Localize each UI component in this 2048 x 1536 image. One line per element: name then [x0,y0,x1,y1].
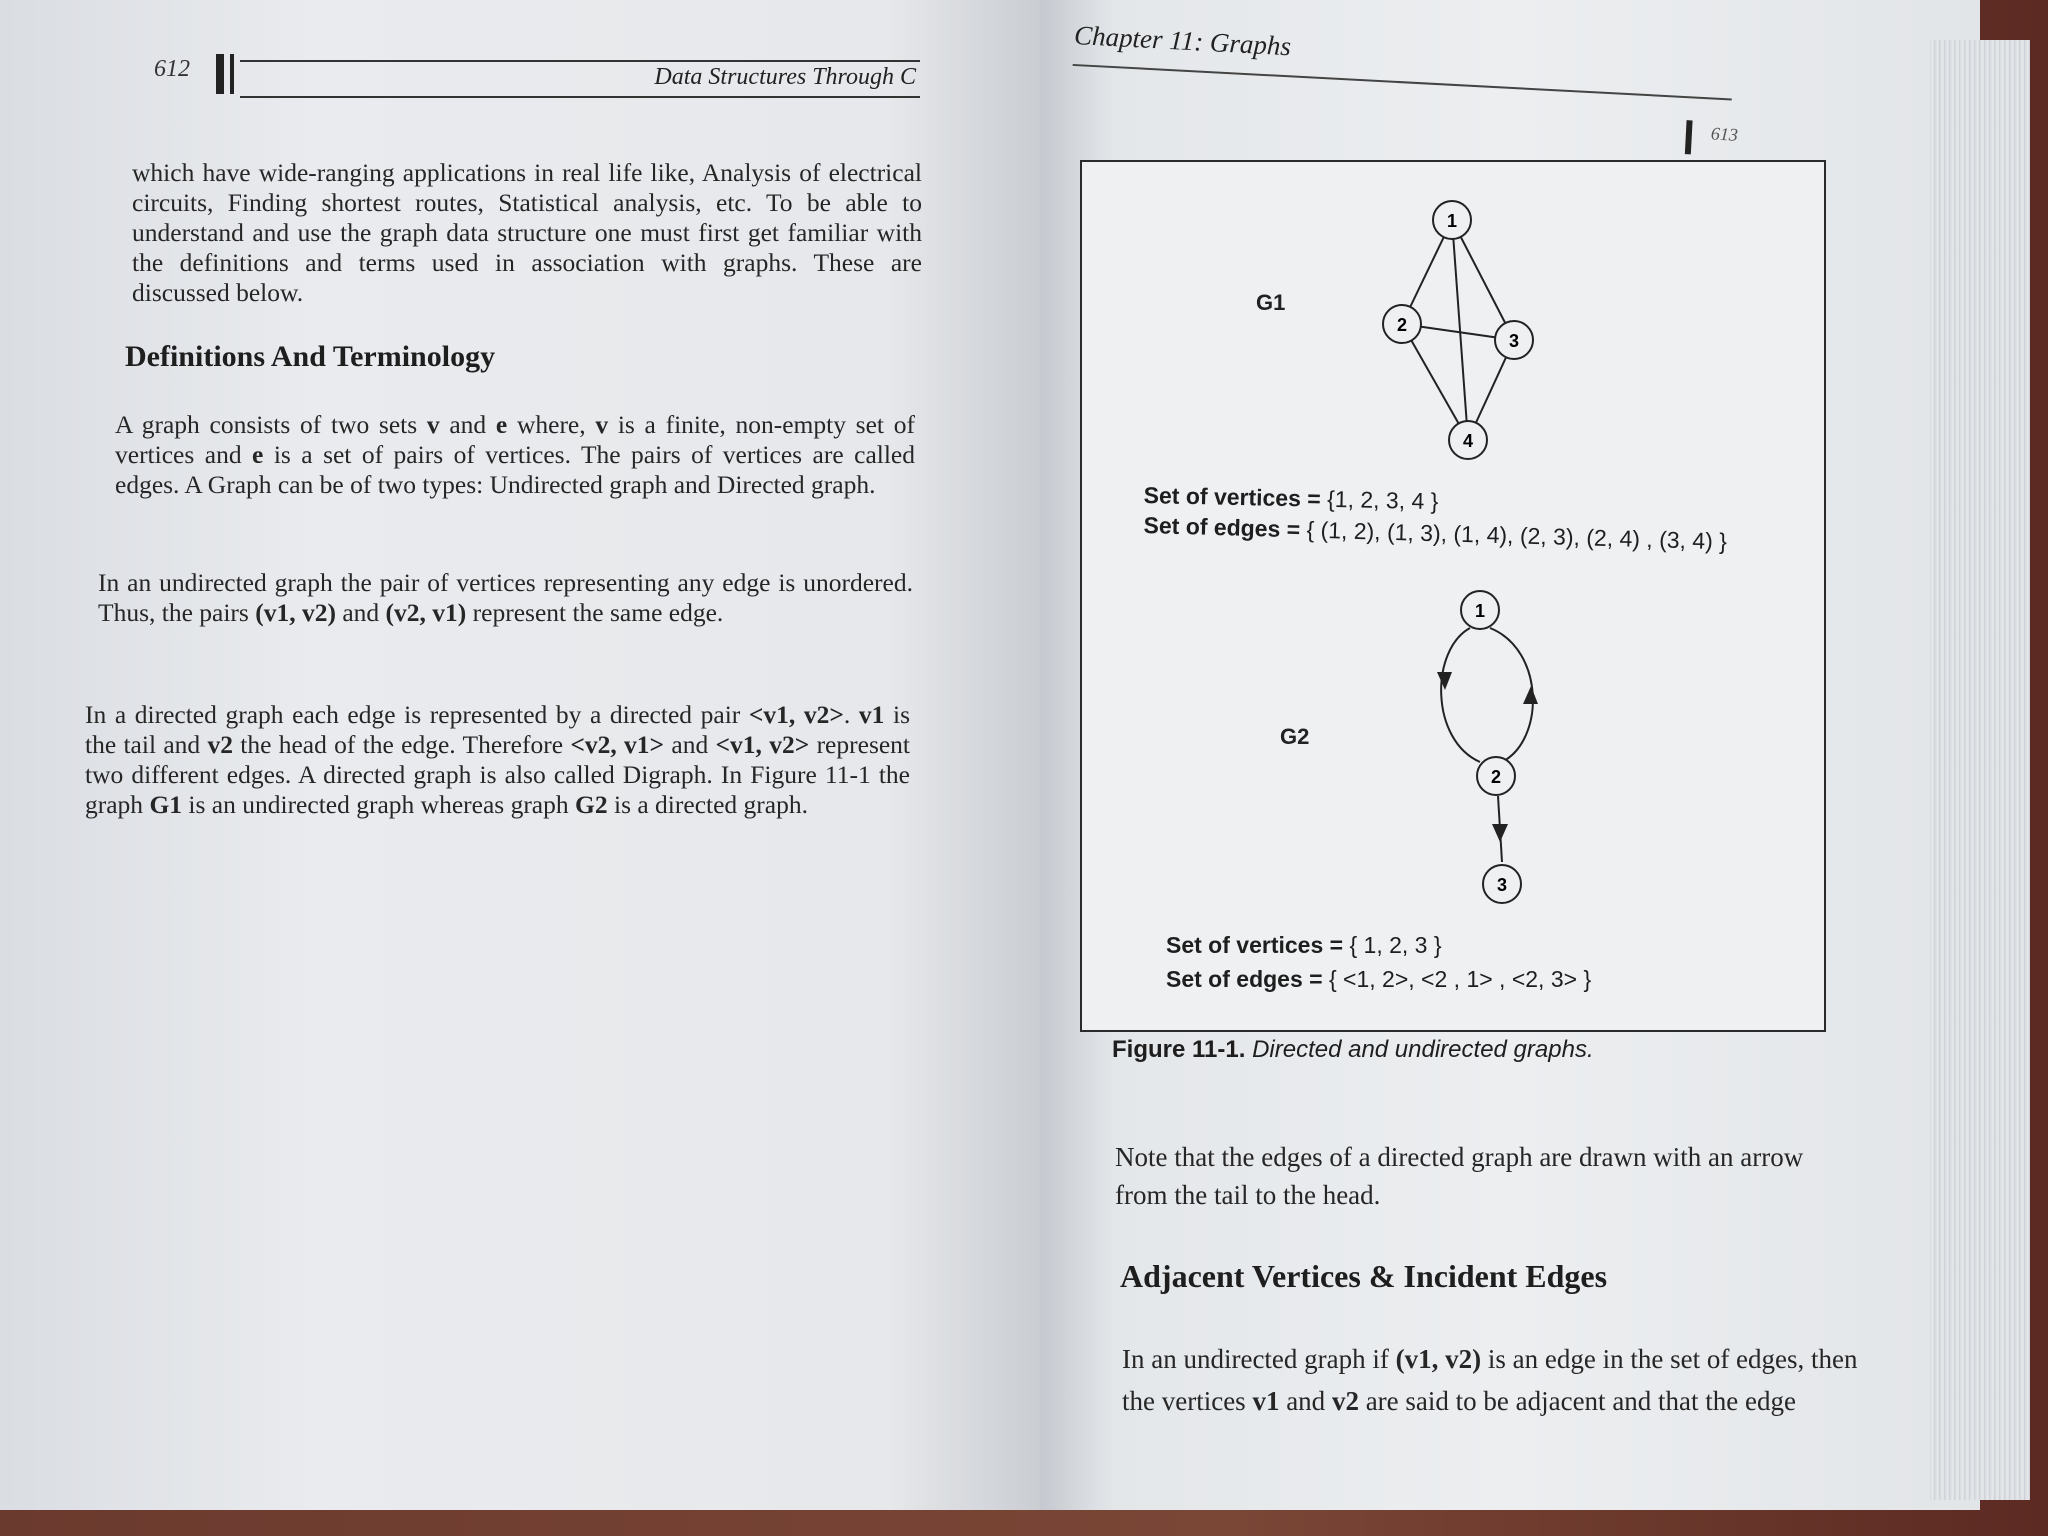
g2-edge-2-1 [1490,628,1533,762]
g2-arrowheads [1437,672,1538,842]
g1-edge-1-3 [1452,220,1514,340]
paragraph-adjacent: In an undirected graph if (v1, v2) is an edge in the set of edges, then the vertices v1 and v2 are said to be adjacent and that the edge [1122,1344,1858,1416]
paragraph-directed: In a directed graph each edge is represented by a directed pair <v1, v2>. v1 is the tail and v2 the head of the edge. Therefore <v2, v1> and <v1, v2> represent two different edges. A directed graph is also called Digraph. In Figure 11-1 the graph G1 is an undirected graph whereas graph G2 is a directed graph. [85,700,911,819]
g1-node-1 [1433,201,1471,239]
g1-vertices-set: Set of vertices = {1, 2, 3, 4 } [1143,482,1439,515]
g2-node-1 [1461,591,1499,629]
g1-node-3 [1495,321,1533,359]
g2-node-3-label: 3 [1496,875,1508,895]
paragraph-graph-definition: A graph consists of two sets v and e where, v is a finite, non-empty set of vertices and e is a set of pairs of vertices. The pairs of vertices are called edges. A Graph can be of two types: Undirected graph and Directed graph. [115,410,915,499]
section-heading-adjacent: Adjacent Vertices & Incident Edges [1120,1258,1608,1294]
paragraph-intro: which have wide-ranging applications in real life like, Analysis of electrical circuits, Finding shortest routes, Statistical analysis, etc. To be able to understand and use the graph data structure one must first get familiar with the definitions and terms used in association with graphs. These are discussed below. [132,158,922,307]
g2-edges [1441,628,1533,862]
g2-node-2 [1477,757,1515,795]
figure-caption: Figure 11-1. Directed and undirected graphs. [1112,1036,1594,1063]
g1-node-2 [1383,305,1421,343]
g1-node-1-label: 1 [1446,211,1458,231]
g2-arrow-2-1 [1523,686,1538,704]
g1-node-4-label: 4 [1462,431,1474,451]
g2-node-2-label: 2 [1490,767,1502,787]
right-page-number: 613 [1710,123,1739,145]
g2-node-1-label: 1 [1474,601,1486,621]
g1-node-3-label: 3 [1508,331,1520,351]
g1-edge-2-4 [1402,324,1468,440]
book-title: Data Structures Through C [654,64,916,90]
g2-node-3 [1483,865,1521,903]
paragraph-note: Note that the edges of a directed graph are drawn with an arrow from the tail to the head. [1115,1142,1804,1210]
g2-arrow-2-3 [1492,824,1508,842]
g2-label: G2 [1280,724,1310,749]
section-heading-definitions: Definitions And Terminology [125,340,496,373]
g2-vertices-set: Set of vertices = { 1, 2, 3 } [1166,932,1442,958]
g1-node-2-label: 2 [1396,315,1408,335]
g1-edge-1-4 [1452,220,1468,440]
g2-edges-set: Set of edges = { <1, 2>, <2 , 1> , <2, 3> } [1166,966,1592,992]
g1-node-4 [1449,421,1487,459]
paragraph-undirected: In an undirected graph the pair of vertices representing any edge is unordered. Thus, the pairs (v1, v2) and (v2, v1) represent the same edge. [98,568,913,627]
g2-edge-1-2 [1441,628,1480,762]
g1-edges-set: Set of edges = { (1, 2), (1, 3), (1, 4), (2, 3), (2, 4) , (3, 4) } [1143,512,1728,555]
left-page-number: 612 [154,56,190,82]
chapter-title: Chapter 11: Graphs [1073,20,1292,62]
g1-label: G1 [1256,290,1286,315]
g2-arrow-1-2 [1437,672,1452,690]
